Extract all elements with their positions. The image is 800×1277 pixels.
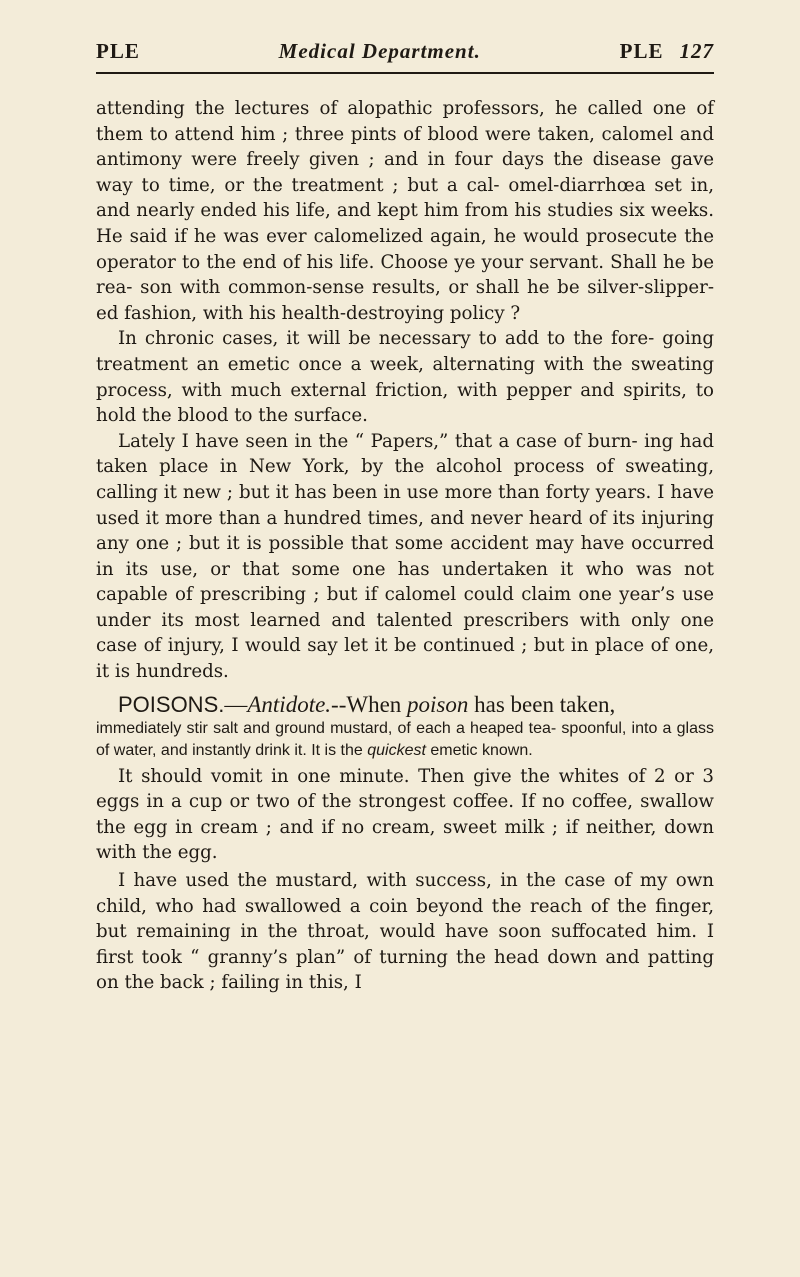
running-head-right-word: PLE [619, 39, 664, 63]
poisons-entry [96, 691, 714, 762]
entry-subhead: Antidote. [247, 691, 332, 717]
running-head-title: Medical Department. [278, 39, 481, 63]
running-head-right [620, 39, 714, 64]
entry-lead-emphasis: poison [407, 691, 469, 717]
entry-dash: — [224, 691, 248, 717]
entry-heading [96, 691, 714, 718]
instructions-emphasis: quickest [367, 741, 426, 759]
paragraph-5: I have used the mustard, with success, in the case of my own child, who had swallowed a coin beyond the reach of the finger, but remaining in the throat, would have soon suffocated him. I first took “ granny’s plan” of turning the head down and patting on the back ; failing in this, I [96, 870, 714, 994]
entry-lead: --When [331, 691, 408, 717]
instructions-text-b: emetic known. [425, 741, 533, 759]
paragraph-3: Lately I have seen in the “ Papers,” that a case of burn- ing had taken place in New York, by the alcohol process of sweating, calling it new ; but it has been in use more than forty years. I have used it more than a hundred times, and never heard of its injuring any one ; but it is possible that some accident may have occurred in its use, or that some one has undertaken it who was not capable of prescribing ; but if calomel could claim one year’s use under its most learned and talented prescribers with only one case of injury, I would say let it be continued ; but in place of one, it is hundreds. [96, 430, 714, 683]
entry-continuation [96, 764, 714, 996]
running-head [96, 0, 714, 70]
page-number: 127 [679, 39, 714, 63]
paragraph-4: It should vomit in one minute. Then give the whites of 2 or 3 eggs in a cup or two of the strongest coffee. If no coffee, swallow the egg in cream ; and if no cream, sweet milk ; if neither, down with the egg. [96, 765, 714, 864]
entry-keyword: POISONS. [118, 691, 225, 717]
header-rule [96, 72, 714, 74]
entry-instructions [96, 718, 714, 762]
body-text [96, 96, 714, 685]
paragraph-2: In chronic cases, it will be necessary to add to the fore- going treatment an emetic once a week, alternating with the sweating process, with much external friction, with pepper and spirits, to hold the blood to the surface. [96, 328, 714, 427]
instructions-text-a: immediately stir salt and ground mustard, of each a heaped tea- spoonful, into a glass of water, and instantly drink it. It is the [96, 719, 714, 759]
entry-lead-rest: has been taken, [468, 691, 616, 717]
paragraph-1: attending the lectures of alopathic professors, he called one of them to attend him ; three pints of blood were taken, calomel and antimony were freely given ; and in four days the disease gave way to time, or the treatment ; but a cal- omel-diarrhœa set in, and nearly ended his life, and kept him from his studies six weeks. He said if he was ever calomelized again, he would prosecute the operator to the end of his life. Choose ye your servant. Shall he be rea- son with common-sense results, or shall he be silver-slipper- ed fashion, with his health-destroying policy ? [96, 98, 714, 324]
running-head-left: PLE [96, 39, 140, 63]
